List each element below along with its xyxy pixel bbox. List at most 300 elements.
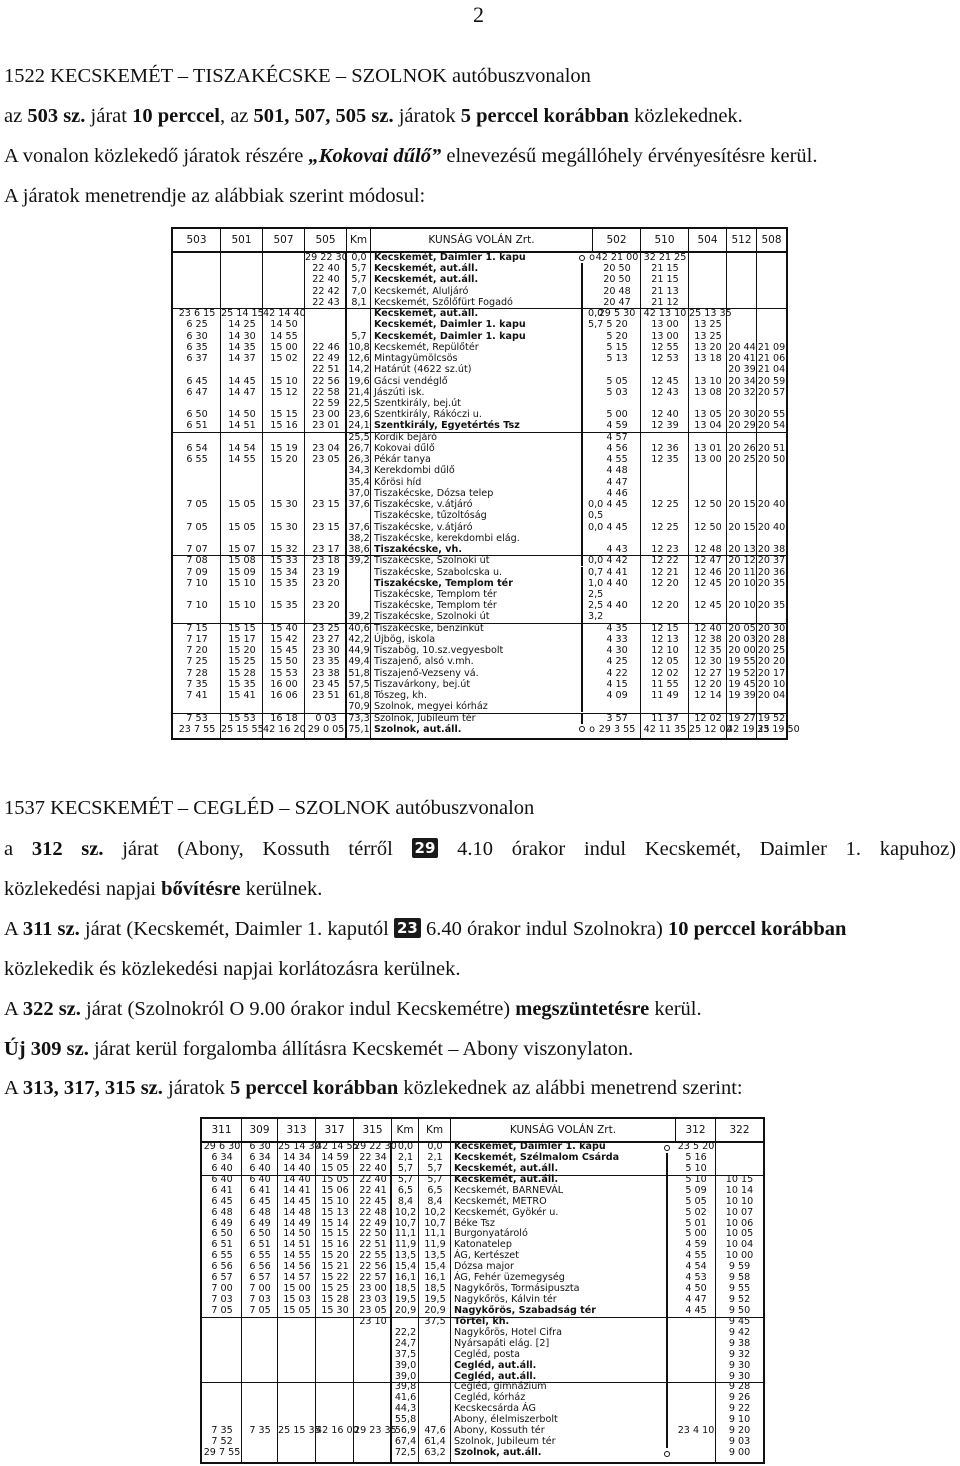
time-cell	[593, 589, 641, 600]
time-cell: 23 25	[312, 622, 340, 634]
stop-name: Kecskemét, Szőlőfürt Fogadó	[374, 296, 513, 308]
stop-name: Kecskemét, Gyökér u.	[454, 1206, 559, 1218]
km-cell	[419, 1393, 451, 1404]
time-cell: 12 40	[694, 622, 722, 634]
time-cell: 5 05	[685, 1195, 707, 1207]
timetable-row	[173, 387, 786, 398]
time-cell: 22 43	[312, 296, 340, 308]
stop-name: Kecskemét, Daimler 1. kapu	[454, 1141, 606, 1152]
time-cell	[221, 286, 263, 297]
time-cell: 9 32	[728, 1348, 751, 1360]
stop-name: Tiszabög, 10.sz.vegyesbolt	[374, 645, 504, 657]
stop-name: Tiszakécske, Szabolcska u.	[374, 566, 503, 578]
route-line-icon	[661, 1240, 673, 1251]
time-cell: 10 10	[725, 1195, 754, 1207]
route-line-icon	[666, 1372, 668, 1383]
time-cell	[689, 364, 727, 375]
time-cell	[173, 286, 221, 297]
text-run: 5 perccel korábban	[460, 105, 629, 127]
stop-name: Kecskemét, Aluljáró	[374, 285, 469, 297]
route-line-icon	[581, 533, 583, 544]
route-line-icon	[576, 331, 588, 342]
time-cell: 12 35	[694, 645, 722, 657]
route-line-icon	[661, 1208, 673, 1219]
time-cell	[676, 1393, 716, 1404]
time-cell: 23 20	[312, 577, 340, 589]
time-cell: 7 09	[186, 566, 208, 578]
km-cell	[347, 308, 371, 319]
time-cell: 15 13	[321, 1206, 349, 1218]
route-line-icon	[581, 364, 583, 375]
route-line-icon	[581, 376, 583, 387]
time-cell: 5 16	[685, 1151, 707, 1163]
km-cell: 20,9	[394, 1304, 417, 1316]
time-cell: 6 49	[249, 1217, 271, 1229]
time-cell	[242, 1339, 278, 1350]
time-cell	[641, 701, 689, 712]
header-cell: 315	[354, 1119, 392, 1141]
time-cell: 15 08	[228, 555, 256, 567]
time-cell: 23 00	[359, 1283, 387, 1295]
time-cell: 0 03	[315, 712, 337, 724]
route-line-icon	[661, 1306, 673, 1317]
route-line-icon	[581, 522, 583, 533]
text-run: 311 sz.	[22, 918, 80, 940]
time-cell: 22 40	[359, 1173, 387, 1185]
time-cell	[278, 1382, 316, 1393]
timetable-row	[173, 376, 786, 387]
time-cell: 13 01	[694, 442, 722, 454]
stop-name: Törtel, kh.	[454, 1315, 510, 1327]
time-cell: 4 54	[685, 1261, 707, 1273]
km-cell	[347, 319, 371, 330]
header-cell: KUNSÁG VOLÁN Zrt.	[371, 229, 593, 251]
time-cell	[278, 1317, 316, 1328]
time-cell	[242, 1361, 278, 1372]
time-cell: 11 55	[651, 678, 679, 690]
header-cell: Km	[347, 229, 371, 251]
timetable-row	[202, 1208, 763, 1219]
time-cell: 6 30	[249, 1141, 271, 1152]
time-cell	[221, 364, 263, 375]
time-cell	[641, 477, 689, 488]
route-line-icon	[661, 1175, 673, 1186]
time-cell: 4 40	[606, 577, 628, 589]
timetable-row	[173, 454, 786, 465]
time-cell	[173, 432, 221, 443]
time-cell	[716, 1153, 763, 1164]
time-cell	[757, 297, 786, 308]
time-cell	[278, 1328, 316, 1339]
km-cell: 10,8	[348, 341, 370, 353]
time-cell: 4 33	[606, 633, 628, 645]
stop-name: Kecskemét, Repülőtér	[374, 341, 479, 353]
time-cell: 12 20	[694, 678, 722, 690]
time-cell	[689, 701, 727, 712]
route-line-icon	[666, 1273, 668, 1284]
timetable-row	[173, 319, 786, 330]
time-cell: 20 10	[728, 577, 756, 589]
time-cell: 23 15	[312, 499, 340, 511]
time-cell: 10 07	[725, 1206, 754, 1218]
time-cell: 29 3 55	[598, 723, 636, 735]
time-cell: 4 25	[606, 656, 628, 668]
time-cell: 5 10	[685, 1162, 707, 1174]
km-cell: 37,6	[348, 499, 370, 511]
time-cell: 7 10	[186, 600, 208, 612]
text-run: közlekedési napjai	[4, 878, 162, 900]
time-cell: 15 45	[270, 645, 298, 657]
stop-name: Jászúti isk.	[374, 386, 425, 398]
km-cell: 8,4	[427, 1195, 443, 1207]
time-cell: 9 22	[728, 1403, 751, 1415]
time-cell: 6 55	[186, 454, 208, 466]
time-cell: 23 6 15	[178, 308, 216, 320]
text-run: járat (Szolnokról O 9.00 órakor indul Kecskemétre)	[80, 998, 516, 1020]
time-cell	[727, 477, 757, 488]
time-cell: 13 10	[694, 375, 722, 387]
terminus-icon	[576, 724, 588, 735]
time-cell: 20 32	[728, 386, 756, 398]
km-cell: 20,9	[424, 1304, 446, 1316]
route-line-icon	[576, 623, 588, 634]
time-cell	[173, 274, 221, 285]
route-line-icon	[661, 1426, 673, 1437]
time-cell	[173, 488, 221, 499]
time-cell: 19 39	[728, 690, 756, 702]
route-line-icon	[666, 1382, 668, 1393]
time-cell	[263, 701, 305, 712]
timetable-row	[173, 679, 786, 690]
time-cell: 22 49	[359, 1217, 387, 1229]
time-cell: 15 07	[228, 544, 256, 556]
time-cell: 15 25	[321, 1283, 349, 1295]
km-cell: 37,5	[424, 1315, 446, 1327]
time-cell: 20 15	[728, 499, 756, 511]
time-cell: 14 37	[228, 353, 256, 365]
time-cell	[263, 510, 305, 521]
time-cell: 5 03	[606, 386, 628, 398]
route-line-icon	[666, 1219, 668, 1230]
route-line-icon	[576, 353, 588, 364]
time-cell	[263, 263, 305, 274]
time-cell: 7 35	[249, 1425, 271, 1437]
route-line-icon	[581, 319, 583, 330]
time-cell: 9 30	[728, 1370, 751, 1382]
timetable-row	[173, 499, 786, 510]
km-cell: 10,7	[394, 1217, 417, 1229]
time-cell	[641, 488, 689, 499]
time-cell	[727, 398, 757, 409]
time-cell: 3 57	[606, 712, 628, 724]
time-cell: 7 00	[211, 1283, 233, 1295]
km-cell	[419, 1404, 451, 1415]
section2-p3	[4, 917, 956, 941]
timetable-1537	[200, 1117, 765, 1464]
time-cell	[221, 398, 263, 409]
km-cell: 18,5	[424, 1283, 446, 1295]
route-line-icon	[581, 656, 583, 667]
time-cell: 15 15	[270, 409, 298, 421]
km-cell	[347, 589, 371, 600]
time-cell: 15 42	[270, 633, 298, 645]
time-cell	[305, 510, 347, 521]
time-cell	[689, 589, 727, 600]
time-cell: 23 35	[312, 656, 340, 668]
time-cell: 23 10	[359, 1315, 387, 1327]
time-cell: 14 56	[283, 1261, 311, 1273]
time-cell: 22 55	[359, 1250, 387, 1262]
km-cell: 11,1	[424, 1228, 446, 1240]
time-cell: 7 35	[186, 678, 208, 690]
time-cell	[305, 308, 347, 319]
time-cell	[242, 1404, 278, 1415]
stop-name: Tiszakécske, Dózsa telep	[374, 487, 494, 499]
time-cell: 20 40	[757, 521, 786, 533]
time-cell: 15 06	[321, 1184, 349, 1196]
time-cell	[278, 1448, 316, 1459]
timetable-row	[173, 286, 786, 297]
time-cell	[676, 1382, 716, 1393]
text-run: Új 309 sz.	[4, 1038, 89, 1060]
time-cell: 21 13	[651, 285, 679, 297]
time-cell	[727, 274, 757, 285]
route-line-icon	[581, 611, 583, 622]
time-cell: 5 01	[685, 1217, 707, 1229]
time-cell	[757, 319, 786, 330]
km-cell: 24,1	[348, 420, 370, 432]
time-cell: 15 25	[228, 656, 256, 668]
time-cell: 9 26	[728, 1392, 751, 1404]
time-cell	[689, 286, 727, 297]
route-line-icon	[576, 443, 588, 454]
stop-name: Nagykőrös, Tormásipuszta	[454, 1283, 580, 1295]
time-cell: 14 57	[283, 1272, 311, 1284]
km-cell	[347, 578, 371, 589]
time-cell: 15 22	[321, 1272, 349, 1284]
time-cell: 12 47	[694, 555, 722, 567]
text-run: 4.10 órakor indul Kecskemét, Daimler 1. kapuhoz)	[438, 838, 956, 860]
time-cell: 14 49	[283, 1217, 311, 1229]
text-run: a	[4, 838, 32, 860]
text-run: 10 perccel	[132, 105, 220, 127]
route-line-icon	[581, 387, 583, 398]
time-cell: 15 17	[228, 633, 256, 645]
time-cell	[689, 274, 727, 285]
km-cell: 25,5	[348, 431, 370, 443]
km-cell: 15,4	[424, 1261, 446, 1273]
time-cell: 29 22 30	[305, 252, 348, 263]
time-cell: 20 54	[757, 420, 786, 432]
stop-name: Katonatelep	[454, 1239, 512, 1251]
time-cell: 7 20	[186, 645, 208, 657]
time-cell	[593, 533, 641, 544]
time-cell: 4 59	[685, 1239, 707, 1251]
terminus-dot-icon	[664, 1145, 670, 1151]
km-cell	[419, 1361, 451, 1372]
km-cell: 2,1	[397, 1151, 414, 1163]
time-cell	[757, 263, 786, 274]
header-cell: KUNSÁG VOLÁN Zrt.	[451, 1119, 676, 1141]
time-cell	[316, 1328, 354, 1339]
time-cell: 15 10	[270, 375, 298, 387]
time-cell: 20 05	[728, 622, 756, 634]
text-run: járat	[85, 105, 133, 127]
route-line-icon	[661, 1273, 673, 1284]
text-run: 313, 317, 315 sz.	[22, 1077, 163, 1099]
route-line-icon	[576, 454, 588, 465]
route-line-icon	[576, 499, 588, 510]
time-cell: 4 35	[606, 622, 628, 634]
section1-line2	[4, 104, 956, 128]
stop-name: Szentkirály, Rákóczi u.	[374, 409, 482, 421]
timetable-row	[173, 713, 786, 724]
header-cell: 503	[173, 229, 221, 251]
route-line-icon	[576, 398, 588, 409]
time-cell	[689, 465, 727, 476]
time-cell: 5 09	[685, 1184, 707, 1196]
time-cell: 42 16 00	[316, 1425, 359, 1437]
time-cell: 20 03	[728, 633, 756, 645]
time-cell	[305, 331, 347, 342]
timetable-row	[173, 656, 786, 667]
time-cell	[689, 488, 727, 499]
time-cell: 4 50	[685, 1283, 707, 1295]
header-cell: 312	[676, 1119, 716, 1141]
time-cell: 20 17	[757, 667, 786, 679]
timetable-row	[202, 1350, 763, 1361]
timetable-row	[173, 578, 786, 589]
terminus-icon	[576, 252, 588, 263]
time-cell: 32 21 25	[643, 252, 687, 263]
time-cell: 20 13	[728, 544, 756, 556]
route-line-icon	[581, 263, 583, 274]
time-cell: 15 09	[228, 566, 256, 578]
route-line-icon	[661, 1197, 673, 1208]
time-cell: 13 25	[694, 319, 722, 331]
timetable-row	[202, 1186, 763, 1197]
time-cell: 22 42	[312, 285, 340, 297]
time-cell	[316, 1437, 354, 1448]
stop-name: Szolnok, Jubileum tér	[374, 712, 476, 724]
route-line-icon	[581, 274, 583, 285]
time-cell: 4 42	[606, 555, 628, 567]
time-cell: 5 00	[606, 409, 628, 421]
time-cell: 12 14	[694, 690, 722, 702]
stop-name: Tiszakécske, Szolnoki út	[374, 555, 490, 567]
time-cell: 7 05	[211, 1304, 233, 1316]
time-cell: 12 35	[651, 454, 679, 466]
time-cell	[727, 263, 757, 274]
time-cell	[173, 297, 221, 308]
time-cell: 22 41	[359, 1184, 387, 1196]
day-code-badge: 23	[394, 918, 421, 938]
text-run: járat (Abony, Kossuth térről	[103, 838, 412, 860]
time-cell	[757, 286, 786, 297]
time-cell: 23 51	[312, 690, 340, 702]
route-line-icon	[661, 1372, 673, 1383]
time-cell	[263, 274, 305, 285]
km-cell: 39,8	[394, 1381, 417, 1393]
time-cell	[354, 1372, 392, 1383]
km-cell: 19,6	[348, 375, 370, 387]
route-line-icon	[576, 533, 588, 544]
route-line-icon	[576, 544, 588, 555]
stop-name: Tiszakécske, vh.	[374, 544, 462, 556]
km-cell	[419, 1372, 451, 1383]
timetable-row	[173, 443, 786, 454]
time-cell: 12 50	[694, 499, 722, 511]
time-cell: 4 47	[685, 1294, 707, 1306]
time-cell	[641, 589, 689, 600]
time-cell	[263, 252, 305, 263]
section1-title: 1522 KECSKEMÉT – TISZAKÉCSKE – SZOLNOK autóbuszvonalon	[4, 65, 591, 87]
time-cell: 42 19 25	[727, 723, 770, 735]
time-cell: 6 55	[249, 1250, 271, 1262]
time-cell: 14 55	[270, 330, 298, 342]
text-run: járat (Kecskemét, Daimler 1. kaputól	[79, 918, 394, 940]
km-cell	[347, 567, 371, 578]
time-cell	[593, 701, 641, 712]
stop-name: Tószeg, kh.	[374, 690, 427, 702]
time-cell	[221, 510, 263, 521]
route-line-icon	[581, 308, 583, 319]
section2-title: 1537 KECSKEMÉT – CEGLÉD – SZOLNOK autóbuszvonalon	[4, 797, 535, 819]
time-cell: 15 34	[270, 566, 298, 578]
route-line-icon	[661, 1164, 673, 1175]
km-cell: 72,5	[394, 1447, 417, 1459]
time-cell: 4 46	[606, 487, 628, 499]
stop-name: Kecskemét, Daimler 1. kapu	[374, 319, 526, 331]
time-cell: 4 56	[606, 442, 628, 454]
time-cell: 20 50	[603, 274, 631, 286]
route-line-icon	[581, 679, 583, 690]
text-run: A vonalon közlekedő járatok részére	[4, 145, 309, 167]
route-line-icon	[581, 578, 583, 589]
route-line-icon	[581, 510, 583, 521]
route-line-icon	[666, 1437, 668, 1448]
route-line-icon	[576, 364, 588, 375]
time-cell: 25 13 35	[689, 308, 732, 320]
text-run: A	[4, 918, 23, 940]
time-cell	[676, 1448, 716, 1459]
km-cell: 10,2	[394, 1206, 417, 1218]
time-cell	[727, 319, 757, 330]
time-cell	[305, 432, 347, 443]
route-line-icon	[666, 1339, 668, 1350]
time-cell	[305, 589, 347, 600]
time-cell: 9 58	[728, 1272, 751, 1284]
time-cell: 23 27	[312, 633, 340, 645]
stop-name: Tiszakécske, Templom tér	[374, 588, 497, 600]
time-cell: 13 00	[651, 330, 679, 342]
time-cell: 10 14	[725, 1184, 754, 1196]
time-cell	[242, 1328, 278, 1339]
time-cell: 22 58	[312, 386, 340, 398]
time-cell: 12 20	[651, 577, 679, 589]
time-cell: 20 37	[757, 555, 786, 567]
stop-name: Tiszakécske, v.átjáró	[374, 499, 473, 511]
km-cell: 0,0	[397, 1141, 414, 1152]
time-cell	[221, 263, 263, 274]
time-cell: 15 41	[228, 690, 256, 702]
text-run: elnevezésű megállóhely érvényesítésre kerül.	[441, 145, 818, 167]
time-cell: 15 15	[321, 1228, 349, 1240]
time-cell: 15 35	[228, 678, 256, 690]
time-cell: 6 56	[249, 1261, 271, 1273]
time-cell: 20 34	[728, 375, 756, 387]
time-cell: 9 42	[728, 1326, 751, 1338]
